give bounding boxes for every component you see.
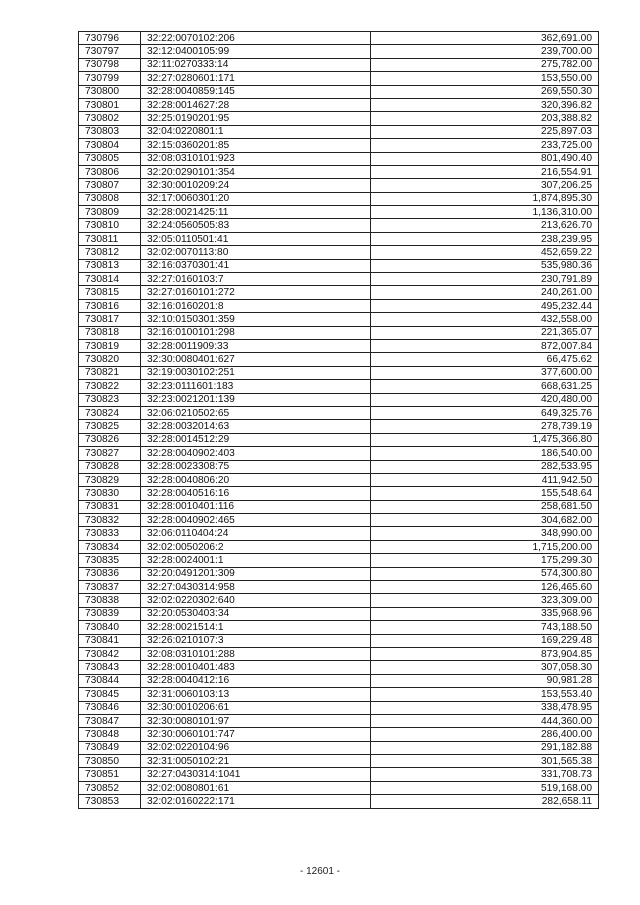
cadastral-number-cell: 32:08:0310101:923 [141, 152, 371, 165]
cadastral-number-cell: 32:31:0060103:13 [141, 688, 371, 701]
cadastral-number-cell: 32:28:0040806:20 [141, 473, 371, 486]
table-row [79, 313, 599, 326]
amount-cell: 335,968.96 [371, 607, 599, 620]
cadastral-number-cell: 32:20:0530403:34 [141, 607, 371, 620]
table-row [79, 58, 599, 71]
table-row [79, 139, 599, 152]
record-id-cell: 730843 [79, 661, 141, 674]
record-id-cell: 730822 [79, 380, 141, 393]
amount-cell: 221,365.07 [371, 326, 599, 339]
amount-cell: 1,715,200.00 [371, 540, 599, 553]
cadastral-number-cell: 32:27:0280601:171 [141, 72, 371, 85]
cadastral-number-cell: 32:28:0040412:16 [141, 674, 371, 687]
table-row [79, 420, 599, 433]
amount-cell: 307,206.25 [371, 179, 599, 192]
table-row [79, 259, 599, 272]
amount-cell: 444,360.00 [371, 714, 599, 727]
table-row [79, 246, 599, 259]
table-row [79, 326, 599, 339]
cadastral-number-cell: 32:02:0050206:2 [141, 540, 371, 553]
cadastral-number-cell: 32:27:0430314:958 [141, 581, 371, 594]
amount-cell: 282,658.11 [371, 795, 599, 808]
table-row [79, 714, 599, 727]
record-id-cell: 730833 [79, 527, 141, 540]
cadastral-number-cell: 32:26:0210107:3 [141, 634, 371, 647]
table-row [79, 514, 599, 527]
records-table-body [79, 32, 599, 809]
record-id-cell: 730853 [79, 795, 141, 808]
cadastral-number-cell: 32:27:0430314:1041 [141, 768, 371, 781]
amount-cell: 873,904.85 [371, 647, 599, 660]
record-id-cell: 730831 [79, 500, 141, 513]
table-row [79, 273, 599, 286]
amount-cell: 240,261.00 [371, 286, 599, 299]
cadastral-number-cell: 32:11:0270333:14 [141, 58, 371, 71]
table-row [79, 768, 599, 781]
cadastral-number-cell: 32:28:0023308:75 [141, 460, 371, 473]
amount-cell: 225,897.03 [371, 125, 599, 138]
amount-cell: 320,396.82 [371, 98, 599, 111]
table-row [79, 647, 599, 660]
cadastral-number-cell: 32:28:0014627:28 [141, 98, 371, 111]
record-id-cell: 730848 [79, 728, 141, 741]
cadastral-number-cell: 32:12:0400105:99 [141, 45, 371, 58]
table-row [79, 393, 599, 406]
table-row [79, 500, 599, 513]
record-id-cell: 730826 [79, 433, 141, 446]
table-row [79, 353, 599, 366]
table-row [79, 366, 599, 379]
table-row [79, 567, 599, 580]
table-row [79, 607, 599, 620]
cadastral-number-cell: 32:27:0160101:272 [141, 286, 371, 299]
amount-cell: 282,533.95 [371, 460, 599, 473]
amount-cell: 239,700.00 [371, 45, 599, 58]
amount-cell: 286,400.00 [371, 728, 599, 741]
record-id-cell: 730811 [79, 232, 141, 245]
amount-cell: 1,874,895.30 [371, 192, 599, 205]
table-row [79, 125, 599, 138]
table-row [79, 165, 599, 178]
amount-cell: 213,626.70 [371, 219, 599, 232]
record-id-cell: 730838 [79, 594, 141, 607]
record-id-cell: 730837 [79, 581, 141, 594]
amount-cell: 1,136,310.00 [371, 206, 599, 219]
table-row [79, 192, 599, 205]
record-id-cell: 730797 [79, 45, 141, 58]
amount-cell: 186,540.00 [371, 447, 599, 460]
amount-cell: 153,550.00 [371, 72, 599, 85]
table-row [79, 460, 599, 473]
cadastral-number-cell: 32:28:0014512:29 [141, 433, 371, 446]
record-id-cell: 730844 [79, 674, 141, 687]
amount-cell: 278,739.19 [371, 420, 599, 433]
cadastral-number-cell: 32:28:0040902:465 [141, 514, 371, 527]
amount-cell: 258,681.50 [371, 500, 599, 513]
table-row [79, 527, 599, 540]
cadastral-number-cell: 32:06:0210502:65 [141, 406, 371, 419]
record-id-cell: 730835 [79, 554, 141, 567]
record-id-cell: 730845 [79, 688, 141, 701]
record-id-cell: 730799 [79, 72, 141, 85]
table-row [79, 433, 599, 446]
amount-cell: 203,388.82 [371, 112, 599, 125]
record-id-cell: 730847 [79, 714, 141, 727]
table-row [79, 286, 599, 299]
record-id-cell: 730804 [79, 139, 141, 152]
table-row [79, 179, 599, 192]
table-row [79, 741, 599, 754]
cadastral-number-cell: 32:04:0220801:1 [141, 125, 371, 138]
cadastral-number-cell: 32:28:0024001:1 [141, 554, 371, 567]
amount-cell: 216,554.91 [371, 165, 599, 178]
page-number: - 12601 - [299, 866, 341, 877]
record-id-cell: 730809 [79, 206, 141, 219]
table-row [79, 540, 599, 553]
cadastral-number-cell: 32:28:0040902:403 [141, 447, 371, 460]
table-row [79, 32, 599, 45]
table-row [79, 688, 599, 701]
cadastral-number-cell: 32:15:0360201:85 [141, 139, 371, 152]
record-id-cell: 730814 [79, 273, 141, 286]
amount-cell: 275,782.00 [371, 58, 599, 71]
amount-cell: 230,791.89 [371, 273, 599, 286]
cadastral-number-cell: 32:27:0160103:7 [141, 273, 371, 286]
cadastral-number-cell: 32:20:0290101:354 [141, 165, 371, 178]
table-row [79, 219, 599, 232]
table-row [79, 339, 599, 352]
record-id-cell: 730840 [79, 621, 141, 634]
cadastral-number-cell: 32:25:0190201:95 [141, 112, 371, 125]
amount-cell: 801,490.40 [371, 152, 599, 165]
record-id-cell: 730801 [79, 98, 141, 111]
record-id-cell: 730829 [79, 473, 141, 486]
table-row [79, 594, 599, 607]
amount-cell: 432,558.00 [371, 313, 599, 326]
table-row [79, 554, 599, 567]
record-id-cell: 730803 [79, 125, 141, 138]
amount-cell: 269,550.30 [371, 85, 599, 98]
amount-cell: 169,229.48 [371, 634, 599, 647]
cadastral-number-cell: 32:30:0010206:61 [141, 701, 371, 714]
record-id-cell: 730828 [79, 460, 141, 473]
record-id-cell: 730819 [79, 339, 141, 352]
amount-cell: 153,553.40 [371, 688, 599, 701]
table-row [79, 755, 599, 768]
record-id-cell: 730798 [79, 58, 141, 71]
amount-cell: 519,168.00 [371, 781, 599, 794]
amount-cell: 377,600.00 [371, 366, 599, 379]
amount-cell: 331,708.73 [371, 768, 599, 781]
record-id-cell: 730834 [79, 540, 141, 553]
record-id-cell: 730842 [79, 647, 141, 660]
table-row [79, 581, 599, 594]
table-row [79, 72, 599, 85]
table-row [79, 45, 599, 58]
record-id-cell: 730805 [79, 152, 141, 165]
cadastral-number-cell: 32:28:0040859:145 [141, 85, 371, 98]
amount-cell: 668,631.25 [371, 380, 599, 393]
amount-cell: 743,188.50 [371, 621, 599, 634]
cadastral-number-cell: 32:28:0010401:116 [141, 500, 371, 513]
cadastral-number-cell: 32:30:0060101:747 [141, 728, 371, 741]
amount-cell: 307,058.30 [371, 661, 599, 674]
cadastral-number-cell: 32:10:0150301:359 [141, 313, 371, 326]
cadastral-number-cell: 32:30:0010209:24 [141, 179, 371, 192]
table-row [79, 85, 599, 98]
table-row [79, 701, 599, 714]
record-id-cell: 730851 [79, 768, 141, 781]
record-id-cell: 730832 [79, 514, 141, 527]
cadastral-number-cell: 32:02:0220104:96 [141, 741, 371, 754]
amount-cell: 66,475.62 [371, 353, 599, 366]
record-id-cell: 730806 [79, 165, 141, 178]
record-id-cell: 730825 [79, 420, 141, 433]
cadastral-number-cell: 32:28:0011909:33 [141, 339, 371, 352]
cadastral-number-cell: 32:23:0021201:139 [141, 393, 371, 406]
cadastral-number-cell: 32:28:0021514:1 [141, 621, 371, 634]
table-row [79, 781, 599, 794]
record-id-cell: 730839 [79, 607, 141, 620]
amount-cell: 338,478.95 [371, 701, 599, 714]
record-id-cell: 730827 [79, 447, 141, 460]
amount-cell: 362,691.00 [371, 32, 599, 45]
table-row [79, 206, 599, 219]
record-id-cell: 730846 [79, 701, 141, 714]
amount-cell: 1,475,366.80 [371, 433, 599, 446]
cadastral-number-cell: 32:02:0070113:80 [141, 246, 371, 259]
record-id-cell: 730823 [79, 393, 141, 406]
record-id-cell: 730841 [79, 634, 141, 647]
record-id-cell: 730824 [79, 406, 141, 419]
table-row [79, 661, 599, 674]
cadastral-number-cell: 32:22:0070102:206 [141, 32, 371, 45]
table-row [79, 98, 599, 111]
record-id-cell: 730820 [79, 353, 141, 366]
cadastral-number-cell: 32:28:0040516:16 [141, 487, 371, 500]
amount-cell: 411,942.50 [371, 473, 599, 486]
cadastral-number-cell: 32:02:0220302:640 [141, 594, 371, 607]
amount-cell: 291,182.88 [371, 741, 599, 754]
amount-cell: 649,325.76 [371, 406, 599, 419]
cadastral-number-cell: 32:31:0050102:21 [141, 755, 371, 768]
cadastral-number-cell: 32:05:0110501:41 [141, 232, 371, 245]
amount-cell: 238,239.95 [371, 232, 599, 245]
cadastral-number-cell: 32:28:0021425:11 [141, 206, 371, 219]
cadastral-number-cell: 32:20:0491201:309 [141, 567, 371, 580]
record-id-cell: 730807 [79, 179, 141, 192]
table-row [79, 795, 599, 808]
cadastral-number-cell: 32:16:0370301:41 [141, 259, 371, 272]
amount-cell: 155,548.64 [371, 487, 599, 500]
record-id-cell: 730812 [79, 246, 141, 259]
cadastral-number-cell: 32:17:0060301:20 [141, 192, 371, 205]
table-row [79, 232, 599, 245]
cadastral-number-cell: 32:30:0080101:97 [141, 714, 371, 727]
record-id-cell: 730802 [79, 112, 141, 125]
record-id-cell: 730810 [79, 219, 141, 232]
record-id-cell: 730830 [79, 487, 141, 500]
cadastral-number-cell: 32:08:0310101:288 [141, 647, 371, 660]
cadastral-number-cell: 32:16:0100101:298 [141, 326, 371, 339]
record-id-cell: 730818 [79, 326, 141, 339]
amount-cell: 495,232.44 [371, 299, 599, 312]
record-id-cell: 730808 [79, 192, 141, 205]
amount-cell: 574,300.80 [371, 567, 599, 580]
amount-cell: 175,299.30 [371, 554, 599, 567]
record-id-cell: 730815 [79, 286, 141, 299]
record-id-cell: 730836 [79, 567, 141, 580]
table-row [79, 299, 599, 312]
amount-cell: 304,682.00 [371, 514, 599, 527]
table-row [79, 406, 599, 419]
cadastral-number-cell: 32:02:0160222:171 [141, 795, 371, 808]
table-row [79, 152, 599, 165]
record-id-cell: 730816 [79, 299, 141, 312]
record-id-cell: 730796 [79, 32, 141, 45]
record-id-cell: 730849 [79, 741, 141, 754]
cadastral-number-cell: 32:16:0160201:8 [141, 299, 371, 312]
cadastral-number-cell: 32:19:0030102:251 [141, 366, 371, 379]
table-row [79, 473, 599, 486]
records-table [78, 31, 599, 809]
cadastral-number-cell: 32:28:0010401:483 [141, 661, 371, 674]
amount-cell: 452,659.22 [371, 246, 599, 259]
amount-cell: 348,990.00 [371, 527, 599, 540]
record-id-cell: 730852 [79, 781, 141, 794]
amount-cell: 420,480.00 [371, 393, 599, 406]
amount-cell: 233,725.00 [371, 139, 599, 152]
table-row [79, 380, 599, 393]
cadastral-number-cell: 32:02:0080801:61 [141, 781, 371, 794]
amount-cell: 301,565.38 [371, 755, 599, 768]
record-id-cell: 730813 [79, 259, 141, 272]
amount-cell: 535,980.36 [371, 259, 599, 272]
table-row [79, 634, 599, 647]
amount-cell: 323,309.00 [371, 594, 599, 607]
amount-cell: 872,007.84 [371, 339, 599, 352]
table-row [79, 112, 599, 125]
cadastral-number-cell: 32:24:0560505:83 [141, 219, 371, 232]
table-row [79, 674, 599, 687]
amount-cell: 126,465.60 [371, 581, 599, 594]
record-id-cell: 730850 [79, 755, 141, 768]
cadastral-number-cell: 32:23:0111601:183 [141, 380, 371, 393]
record-id-cell: 730800 [79, 85, 141, 98]
table-row [79, 621, 599, 634]
cadastral-number-cell: 32:28:0032014:63 [141, 420, 371, 433]
table-row [79, 728, 599, 741]
cadastral-number-cell: 32:06:0110404:24 [141, 527, 371, 540]
table-row [79, 447, 599, 460]
record-id-cell: 730821 [79, 366, 141, 379]
cadastral-number-cell: 32:30:0080401:627 [141, 353, 371, 366]
amount-cell: 90,981.28 [371, 674, 599, 687]
record-id-cell: 730817 [79, 313, 141, 326]
table-row [79, 487, 599, 500]
